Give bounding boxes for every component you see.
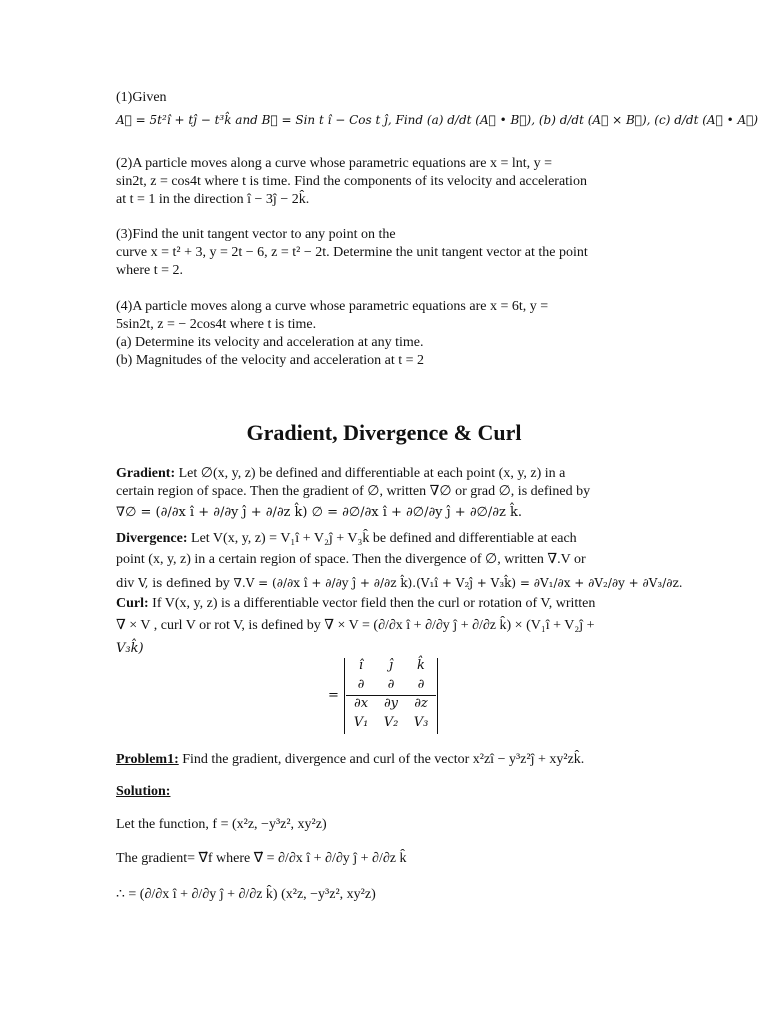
- curl-line-3: V₃k̂): [116, 641, 144, 656]
- problem-4-line-1: (4)A particle moves along a curve whose parametric equations are x = 6t, y =: [116, 299, 549, 314]
- solution-line-2: The gradient= ∇⃗f where ∇⃗ = ∂/∂x î + ∂/∂y ĵ + ∂/∂z k̂: [116, 851, 407, 866]
- problem1-label: Problem1:: [116, 752, 179, 767]
- problem-1-heading: (1)Given: [116, 90, 167, 105]
- solution-line-1: Let the function, f = (x²z, −y³z², xy²z): [116, 817, 327, 832]
- curl-line-1: If V(x, y, z) is a differentiable vector field then the curl or rotation of V, written: [148, 596, 596, 611]
- matrix-cell: V₂: [383, 715, 399, 730]
- worked-problem: [116, 751, 654, 769]
- divergence-line-1: Let V(x, y, z) = V₁î + V₂ĵ + V₃k̂ be defined and differentiable at each: [187, 531, 577, 546]
- solution: [116, 783, 654, 904]
- determinant-left-bar: [344, 658, 345, 734]
- problem-1: [116, 89, 759, 129]
- divergence-line-2: point (x, y, z) in a certain region of space. Then the divergence of ∅, written ∇.V or: [116, 552, 586, 567]
- problem-3-line-1: (3)Find the unit tangent vector to any point on the: [116, 227, 396, 242]
- problem-4-part-a: (a) Determine its velocity and acceleration at any time.: [116, 335, 424, 350]
- matrix-cell: V₃: [413, 715, 429, 730]
- determinant-equals: =: [328, 688, 339, 703]
- matrix-cell: ∂: [346, 677, 376, 696]
- divergence-label: Divergence:: [116, 531, 188, 546]
- problem-3-line-2: curve x = t² + 3, y = 2t − 6, z = t² − 2t. Determine the unit tangent vector at the point: [116, 245, 588, 260]
- problem-4: [116, 298, 654, 370]
- matrix-cell: ∂: [376, 677, 406, 696]
- gradient-definition: [116, 465, 654, 522]
- problem-2: [116, 155, 654, 209]
- gradient-formula: ∇∅ = (∂/∂x î + ∂/∂y ĵ + ∂/∂z k̂) ∅ = ∂∅/∂x î + ∂∅/∂y ĵ + ∂∅/∂z k̂.: [116, 505, 522, 520]
- problem-3: [116, 226, 654, 280]
- matrix-cell: k̂: [417, 658, 425, 673]
- matrix-cell: ∂x: [353, 696, 369, 711]
- gradient-label: Gradient:: [116, 466, 176, 481]
- curl-determinant: [328, 658, 440, 734]
- matrix-cell: ∂z: [414, 696, 428, 711]
- curl-label: Curl:: [116, 596, 149, 611]
- determinant-right-bar: [437, 658, 438, 734]
- determinant-grid: [346, 658, 436, 734]
- matrix-cell: V₁: [353, 715, 369, 730]
- matrix-cell: ∂: [406, 677, 436, 696]
- gradient-line-2: certain region of space. Then the gradient of ∅, written ∇∅ or grad ∅, is defined by: [116, 484, 591, 499]
- matrix-cell: î: [358, 658, 364, 673]
- problem-4-line-2: 5sin2t, z = − 2cos4t where t is time.: [116, 317, 317, 332]
- curl-line-2: ∇ × V , curl V or rot V, is defined by ∇ × V = (∂/∂x î + ∂/∂y ĵ + ∂/∂z k̂) × (V₁î + V₂ĵ +: [116, 618, 595, 633]
- matrix-cell: ∂y: [383, 696, 399, 711]
- gradient-line-1: Let ∅(x, y, z) be defined and differentiable at each point (x, y, z) in a: [175, 466, 566, 481]
- solution-label: Solution:: [116, 784, 171, 799]
- problem-2-line-2: sin2t, z = cos4t where t is time. Find the components of its velocity and acceleration: [116, 174, 587, 189]
- solution-line-3: ∴ = (∂/∂x î + ∂/∂y ĵ + ∂/∂z k̂) (x²z, −y³z², xy²z): [116, 887, 376, 902]
- matrix-cell: ĵ: [388, 658, 394, 673]
- problem-3-line-3: where t = 2.: [116, 263, 183, 278]
- problem-1-statement: A⃗ = 5t²î + tĵ − t³k̂ and B⃗ = Sin t î − Cos t ĵ, Find (a) d/dt (A⃗ • B⃗), (b) d/dt (A⃗ × B⃗), (c) d/dt (A⃗ • A⃗): [116, 113, 759, 127]
- section-title: Gradient, Divergence & Curl: [246, 420, 522, 445]
- problem-2-line-3: at t = 1 in the direction î − 3ĵ − 2k̂.: [116, 192, 310, 207]
- problem-4-part-b: (b) Magnitudes of the velocity and acceleration at t = 2: [116, 353, 425, 368]
- problem-2-line-1: (2)A particle moves along a curve whose parametric equations are x = lnt, y =: [116, 156, 553, 171]
- problem1-text: Find the gradient, divergence and curl of the vector x²zî − y³z²ĵ + xy²zk̂.: [178, 752, 585, 767]
- divergence-formula: div V, is defined by ∇.V = (∂/∂x î + ∂/∂y ĵ + ∂/∂z k̂).(V₁î + V₂ĵ + V₃k̂) = ∂V₁/∂x + ∂V₂/∂y + ∂V₃/∂z.: [116, 576, 683, 590]
- curl-definition: [116, 595, 654, 658]
- divergence-definition: [116, 530, 683, 592]
